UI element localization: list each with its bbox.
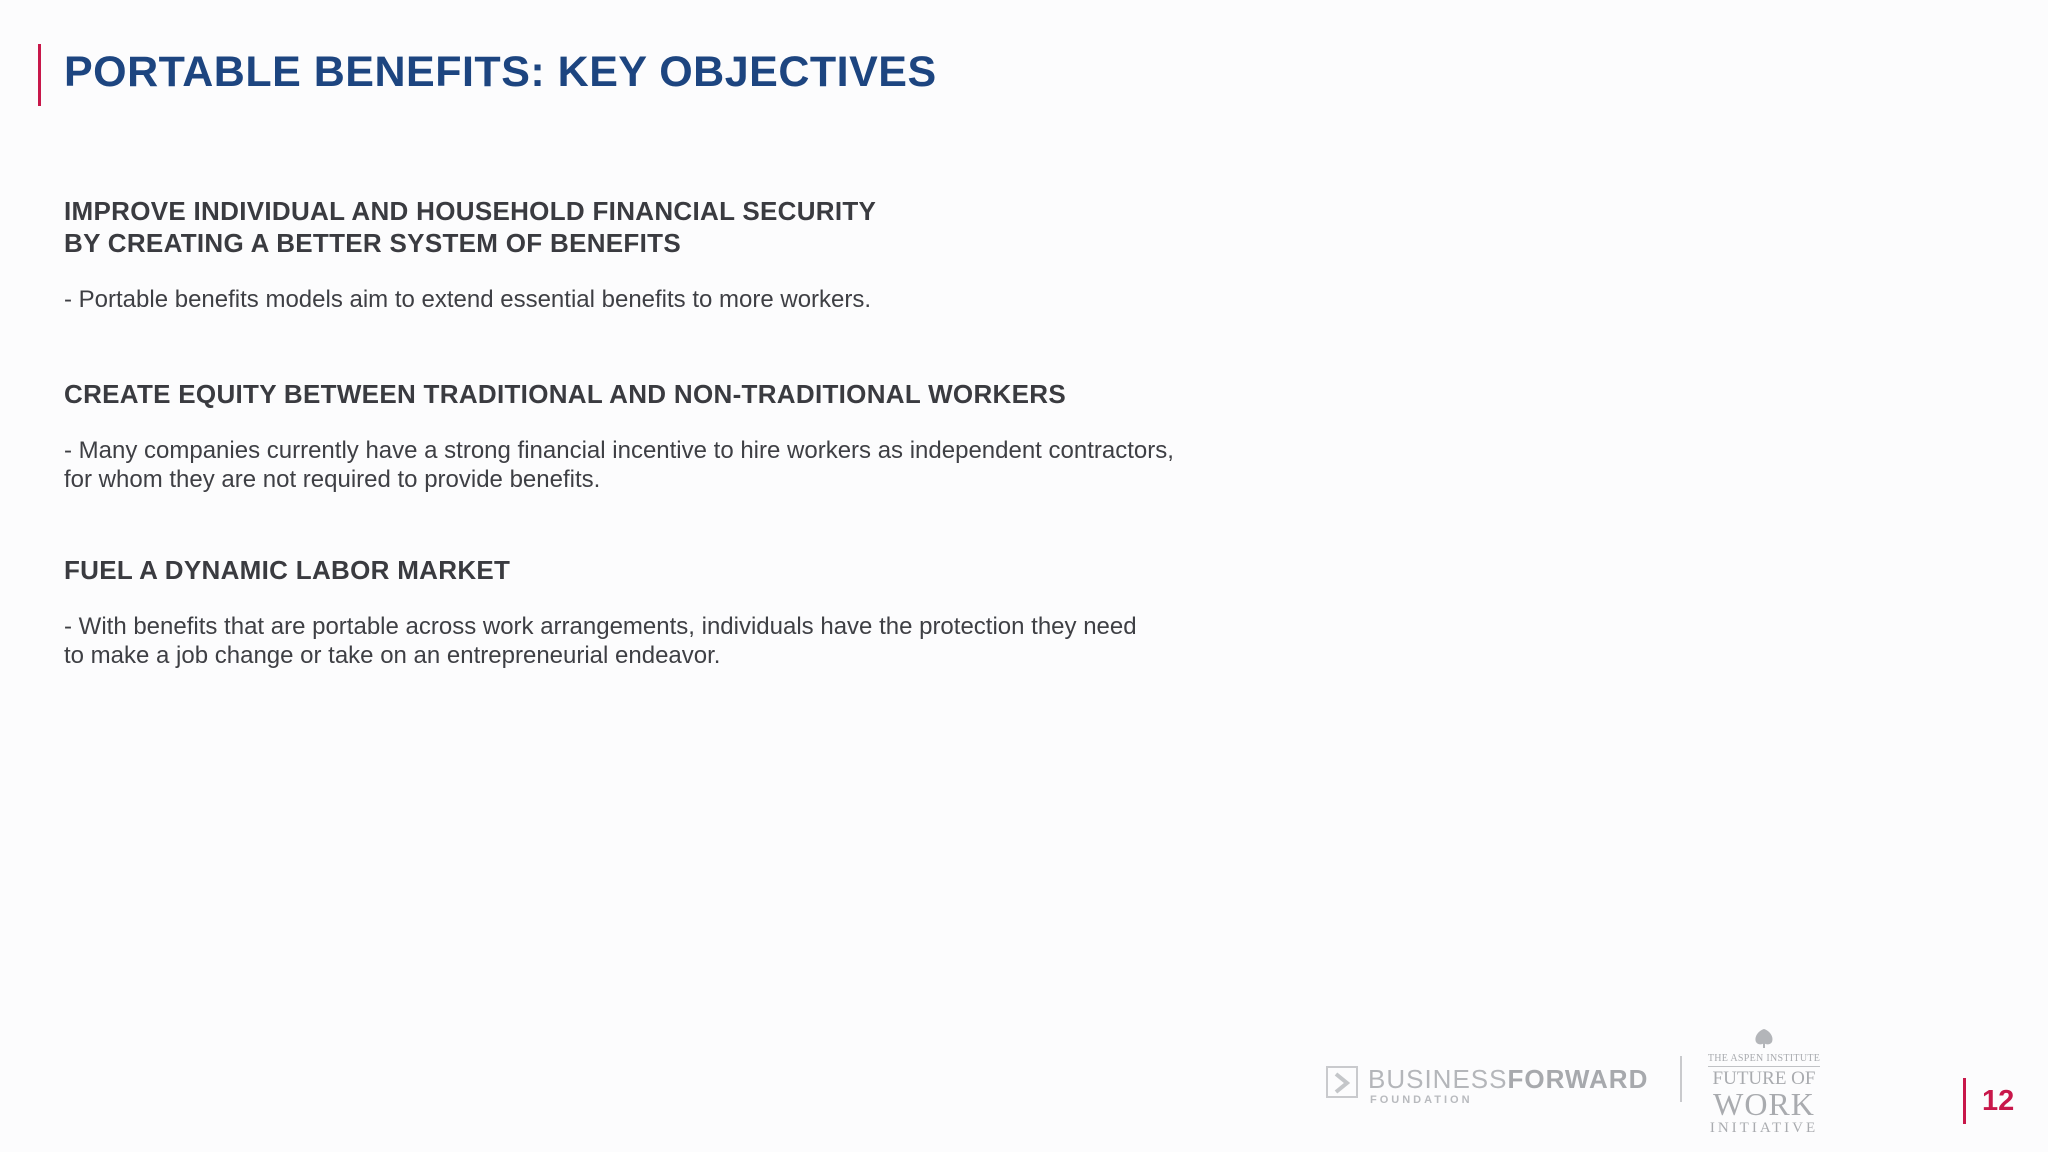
- objective-dynamic-labor-market: [64, 554, 1364, 670]
- title-accent-bar: [38, 44, 41, 106]
- objective-body: - Many companies currently have a strong financial incentive to hire workers as independent contractors, for whom they are not required to provide benefits.: [64, 437, 1174, 493]
- objective-worker-equity: [64, 378, 1364, 494]
- objective-heading: IMPROVE INDIVIDUAL AND HOUSEHOLD FINANCIAL SECURITY BY CREATING A BETTER SYSTEM OF BENEFITS: [64, 196, 877, 258]
- chevron-right-icon: [1326, 1066, 1358, 1098]
- aspen-leaf-icon: [1753, 1028, 1775, 1048]
- aspen-future-of-work-logo: [1702, 1028, 1826, 1138]
- objective-heading: CREATE EQUITY BETWEEN TRADITIONAL AND NON-TRADITIONAL WORKERS: [64, 379, 1066, 409]
- business-forward-name: [1368, 1064, 1648, 1095]
- aspen-line-initiative: INITIATIVE: [1709, 1120, 1819, 1136]
- footer-logos: [1322, 1028, 1842, 1138]
- business-forward-name-bold: FORWARD: [1507, 1064, 1649, 1094]
- page-number-accent-bar: [1963, 1078, 1966, 1124]
- business-forward-sub: FOUNDATION: [1370, 1094, 1473, 1106]
- aspen-institute-label: THE ASPEN INSTITUTE: [1708, 1053, 1820, 1067]
- logo-divider: [1680, 1056, 1682, 1102]
- aspen-line-work: WORK: [1713, 1086, 1815, 1122]
- business-forward-logo: [1322, 1064, 1662, 1108]
- objective-body: - Portable benefits models aim to extend essential benefits to more workers.: [64, 286, 872, 313]
- objective-heading: FUEL A DYNAMIC LABOR MARKET: [64, 555, 511, 585]
- page-number: 12: [1982, 1085, 2015, 1117]
- aspen-line-future-of: FUTURE OF: [1712, 1068, 1816, 1089]
- objective-body: - With benefits that are portable across work arrangements, individuals have the protection they need to make a job change or take on an entrepreneurial endeavor.: [64, 613, 1137, 669]
- objective-financial-security: [64, 195, 1364, 314]
- slide-title: PORTABLE BENEFITS: KEY OBJECTIVES: [64, 48, 937, 96]
- business-forward-name-light: BUSINESS: [1368, 1064, 1508, 1094]
